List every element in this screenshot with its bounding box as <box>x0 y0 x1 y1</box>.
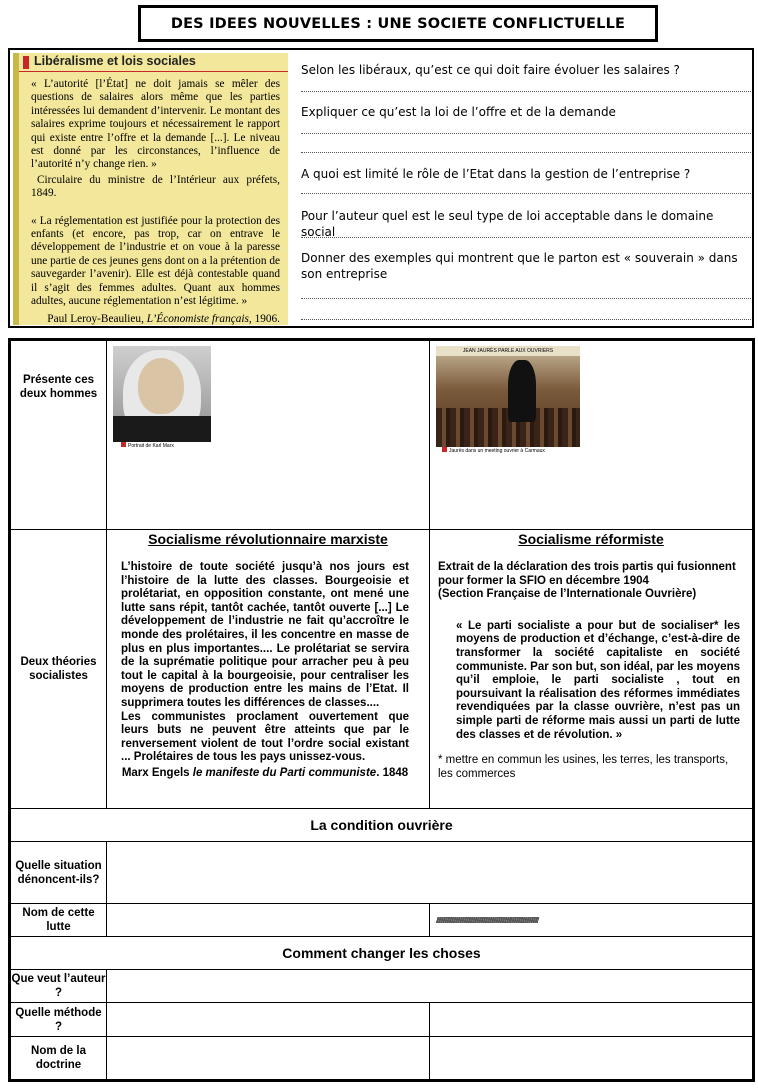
excerpt-source-2: Paul Leroy-Beaulieu, L’Économiste français, 1906. <box>47 312 280 325</box>
section-change: Comment changer les choses <box>10 937 754 970</box>
row-label-theories: Deux théories socialistes <box>10 530 107 809</box>
row-label-situation: Quelle situation dénoncent-ils? <box>10 842 107 904</box>
liberalism-section <box>8 48 754 328</box>
question-4: Pour l’auteur quel est le seul type de loi acceptable dans le domaine social <box>301 209 714 239</box>
reformist-quote: « Le parti socialiste a pour but de socialiser* les moyens de production et d’échange, c’est-à-dire de transformer la société capitaliste en société communiste. Par son but, son idéal, par les moyens qu’il emploie, le parti socialiste , tout en poursuivant la réalisation des réformes immédiates revendiquées par la classe ouvrière, n’est pas un simple parti de réforme mais aussi un parti de lutte des classes et de révolution. » <box>456 619 740 741</box>
jaures-poster: JEAN JAURÈS PARLE AUX OUVRIERS Jaurès dans un meeting ouvrier à Carmaux <box>436 346 580 456</box>
excerpt-source-1: Circulaire du ministre de l’Intérieur aux préfets, 1849. <box>31 173 280 200</box>
row-label-want: Que veut l’auteur ? <box>10 970 107 1003</box>
answer-doctrine-marxist[interactable] <box>107 1037 430 1081</box>
struggle-hatched: //////////////////////////////////////////////////////////////////////////////////////////////// <box>430 904 754 937</box>
answer-line[interactable] <box>301 237 751 238</box>
row-label-struggle: Nom de cette lutte <box>10 904 107 937</box>
excerpt-quote-1: « L’autorité [l’État] ne doit jamais se mêler des questions de salaires alors même que les parties intéressées lui demandent d’intervenir. Le montant des salaires exprime toujours et nécessairement le rapport qui existe entre l’offre et la demande [...]. Le niveau est donné par les circonstances, l’influence de l’autorité n’y change rien. » <box>31 78 280 171</box>
marx-cell[interactable] <box>107 340 430 530</box>
excerpt-header <box>19 53 288 71</box>
red-marker-icon <box>23 56 29 69</box>
answer-struggle[interactable] <box>107 904 430 937</box>
question-2: Expliquer ce qu’est la loi de l’offre et de la demande <box>301 105 616 119</box>
answer-line[interactable] <box>301 133 751 134</box>
reformist-title: Socialisme réformiste <box>518 531 664 547</box>
answer-line[interactable] <box>301 298 751 299</box>
excerpt-divider <box>19 71 288 72</box>
excerpt-heading: Libéralisme et lois sociales <box>34 54 196 69</box>
marxist-text: L’histoire de toute société jusqu’à nos jours est l’histoire de la lutte des classes. Bourgeoisie et prolétariat, en opposition constante, ont mené une lutte sans répit, tantôt cachée, tantôt ouverte [...] Le développement de l’industrie ne fait qu’accroître le monde des prolétaires, il les concentre en masse de plus en plus importantes.... Le prolétariat se servira de la suprématie politique pour arracher peu à peu tout le capital à la bourgeoisie, pour centraliser les moyens de production entre les mains de l’Etat. Il supprimera toutes les différences de classes.... Les communistes proclament ouvertement que leurs buts ne peuvent être atteints que par le renversement violent de tout l’ordre social existant ... Prolétaires de tous les pays unissez-vous. Marx Engels le manifeste du Parti communiste. 1848 <box>121 561 409 779</box>
reformist-intro: Extrait de la déclaration des trois partis qui fusionnent pour former la SFIO en décembre 1904 (Section Française de l’Internationale Ouvrière) <box>438 561 736 601</box>
row-label-doctrine: Nom de la doctrine <box>10 1037 107 1081</box>
page-title: DES IDEES NOUVELLES : UNE SOCIETE CONFLICTUELLE <box>138 5 658 42</box>
jaures-cell[interactable] <box>430 340 754 530</box>
question-5: Donner des exemples qui montrent que le parton est « souverain » dans son entreprise <box>301 251 738 281</box>
marx-portrait: Portrait de Karl Marx <box>113 346 211 451</box>
marxist-cell <box>107 530 430 809</box>
question-3: A quoi est limité le rôle de l’Etat dans la gestion de l’entreprise ? <box>301 167 691 181</box>
liberalism-excerpt <box>13 53 288 325</box>
question-1: Selon les libéraux, qu’est ce qui doit faire évoluer les salaires ? <box>301 63 680 77</box>
section-worker-condition: La condition ouvrière <box>10 809 754 842</box>
socialism-table <box>8 338 755 1082</box>
marxist-title: Socialisme révolutionnaire marxiste <box>148 531 388 547</box>
answer-line[interactable] <box>301 193 751 194</box>
row-label-present: Présente ces deux hommes <box>10 340 107 530</box>
excerpt-quote-2: « La réglementation est justifiée pour la protection des enfants (et encore, pas trop, car on entrave le développement de l’industrie et on voue à la paresse une partie de ces jeunes gens dont on a la prétention de sauvegarder l’avenir). Elle est déjà contestable quand il s’agit des femmes adultes. Quant aux hommes adultes, aucune réglementation n’est légitime. » <box>31 214 280 308</box>
answer-line[interactable] <box>301 152 751 153</box>
answer-method-marxist[interactable] <box>107 1003 430 1037</box>
answer-want[interactable] <box>107 970 754 1003</box>
answer-line[interactable] <box>301 319 751 320</box>
answer-situation[interactable] <box>107 842 754 904</box>
answer-line[interactable] <box>301 91 751 92</box>
answer-method-reformist[interactable] <box>430 1003 754 1037</box>
reformist-cell <box>430 530 754 809</box>
row-label-method: Quelle méthode ? <box>10 1003 107 1037</box>
reformist-note: * mettre en commun les usines, les terres, les transports, les commerces <box>438 754 729 780</box>
answer-doctrine-reformist[interactable] <box>430 1037 754 1081</box>
